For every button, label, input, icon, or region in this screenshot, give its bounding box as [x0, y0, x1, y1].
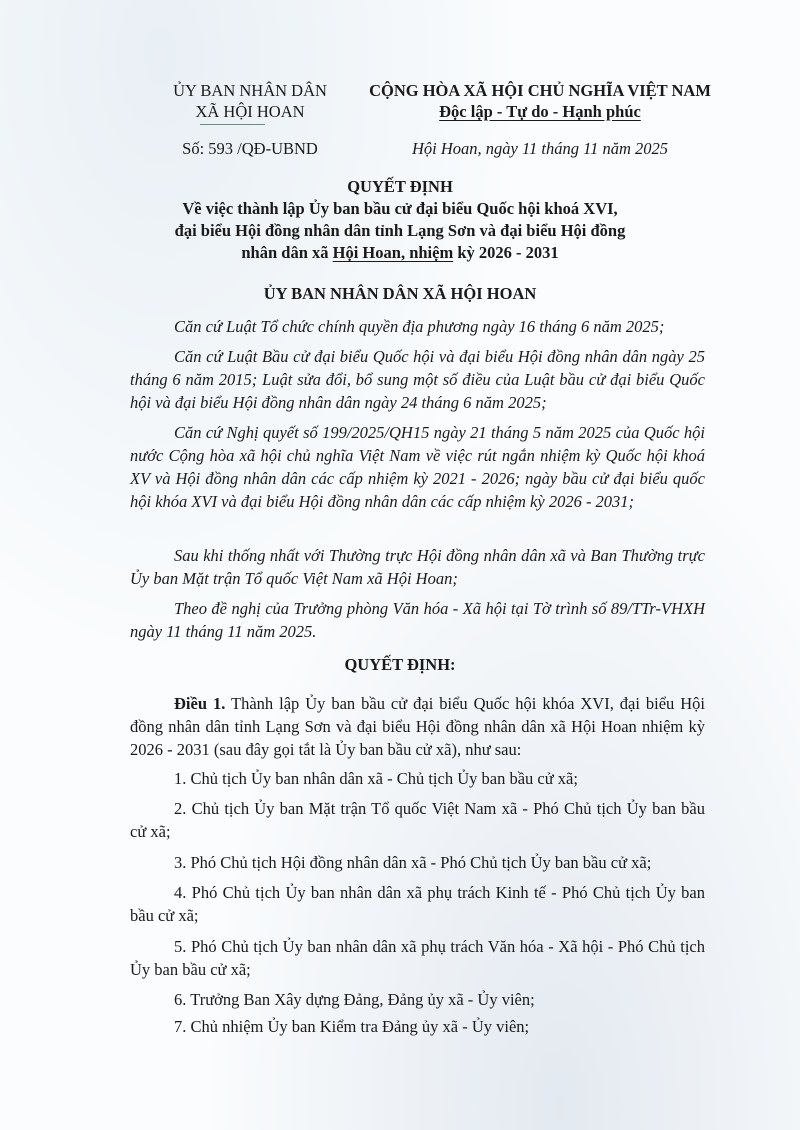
preamble-3 — [130, 421, 705, 513]
member-item-4 — [130, 881, 705, 927]
subject-line-3-post: kỳ 2026 - 2031 — [453, 243, 559, 262]
motto-wrap — [355, 101, 725, 123]
decision-section-heading: QUYẾT ĐỊNH: — [344, 655, 456, 674]
member-item-5 — [130, 935, 705, 981]
preamble-2-text: Căn cứ Luật Bầu cử đại biểu Quốc hội và đại biểu Hội đồng nhân dân ngày 25 tháng 6 năm 2015; Luật sửa đổi, bổ sung một số điều của Luật bầu cử đại biểu Quốc hội và đại biểu Hội đồng nhân dân ngày 24 tháng 6 năm 2025; — [130, 347, 705, 412]
subject-line-3 — [0, 242, 800, 264]
article-1 — [130, 692, 705, 761]
agency-name-line2: XÃ HỘI HOAN — [195, 102, 305, 121]
member-item-1: 1. Chủ tịch Ủy ban nhân dân xã - Chủ tịch Ủy ban bầu cử xã; — [174, 769, 578, 788]
member-item-2 — [130, 797, 705, 843]
subject-line-2: đại biểu Hội đồng nhân dân tỉnh Lạng Sơn và đại biểu Hội đồng — [174, 221, 626, 240]
member-item-4-text: 4. Phó Chủ tịch Ủy ban nhân dân xã phụ trách Kinh tế - Phó Chủ tịch Ủy ban bầu cử xã; — [130, 883, 705, 925]
subject-line-3-pre: nhân dân xã — [241, 243, 333, 262]
preamble-5 — [130, 597, 705, 643]
agency-name-line1: ỦY BAN NHÂN DÂN — [173, 81, 327, 100]
preamble-4 — [130, 544, 705, 590]
member-item-2-text: 2. Chủ tịch Ủy ban Mặt trận Tổ quốc Việt Nam xã - Phó Chủ tịch Ủy ban bầu cử xã; — [130, 799, 705, 841]
issuing-authority: ỦY BAN NHÂN DÂN XÃ HỘI HOAN — [263, 284, 537, 303]
member-item-7: 7. Chủ nhiệm Ủy ban Kiểm tra Đảng ủy xã - Ủy viên; — [174, 1017, 530, 1036]
preamble-2 — [130, 345, 705, 414]
document-number: Số: 593 /QĐ-UBND — [182, 139, 318, 158]
country-name: CỘNG HÒA XÃ HỘI CHỦ NGHĨA VIỆT NAM — [369, 81, 711, 100]
subject-line-1: Về việc thành lập Ủy ban bầu cử đại biểu Quốc hội khoá XVI, — [182, 199, 618, 218]
article-1-label: Điều 1. — [174, 694, 226, 713]
member-item-3: 3. Phó Chủ tịch Hội đồng nhân dân xã - Phó Chủ tịch Ủy ban bầu cử xã; — [174, 853, 652, 872]
preamble-5-text: Theo đề nghị của Trưởng phòng Văn hóa - Xã hội tại Tờ trình số 89/TTr-VHXH ngày 11 tháng 11 năm 2025. — [130, 599, 705, 641]
article-1-text: Thành lập Ủy ban bầu cử đại biểu Quốc hội khóa XVI, đại biểu Hội đồng nhân dân tỉnh Lạng Sơn và đại biểu Hội đồng nhân dân xã Hội Hoan nhiệm kỳ 2026 - 2031 (sau đây gọi tắt là Ủy ban bầu cử xã), như sau: — [130, 694, 706, 759]
decision-heading: QUYẾT ĐỊNH — [347, 177, 453, 196]
preamble-3-text: Căn cứ Nghị quyết số 199/2025/QH15 ngày 21 tháng 5 năm 2025 của Quốc hội nước Cộng hòa xã hội chủ nghĩa Việt Nam về việc rút ngắn nhiệm kỳ Quốc hội khoá XV và Hội đồng nhân dân các cấp nhiệm kỳ 2021 - 2026; ngày bầu cử đại biểu quốc hội khóa XVI và đại biểu Hội đồng nhân dân các cấp nhiệm kỳ 2026 - 2031; — [130, 423, 705, 511]
member-item-6: 6. Trưởng Ban Xây dựng Đảng, Đảng ủy xã - Ủy viên; — [174, 990, 535, 1009]
preamble-1-text: Căn cứ Luật Tổ chức chính quyền địa phương ngày 16 tháng 6 năm 2025; — [174, 317, 665, 336]
subject-line-3-underlined: Hội Hoan, nhiệm — [332, 243, 454, 262]
member-item-5-text: 5. Phó Chủ tịch Ủy ban nhân dân xã phụ trách Văn hóa - Xã hội - Phó Chủ tịch Ủy ban bầu cử xã; — [130, 937, 705, 979]
preamble-1 — [130, 315, 705, 338]
preamble-4-text: Sau khi thống nhất với Thường trực Hội đồng nhân dân xã và Ban Thường trực Ủy ban Mặt trận Tổ quốc Việt Nam xã Hội Hoan; — [130, 546, 705, 588]
agency-underline — [200, 124, 265, 125]
national-motto: Độc lập - Tự do - Hạnh phúc — [439, 102, 641, 121]
place-date: Hội Hoan, ngày 11 tháng 11 năm 2025 — [411, 139, 669, 158]
